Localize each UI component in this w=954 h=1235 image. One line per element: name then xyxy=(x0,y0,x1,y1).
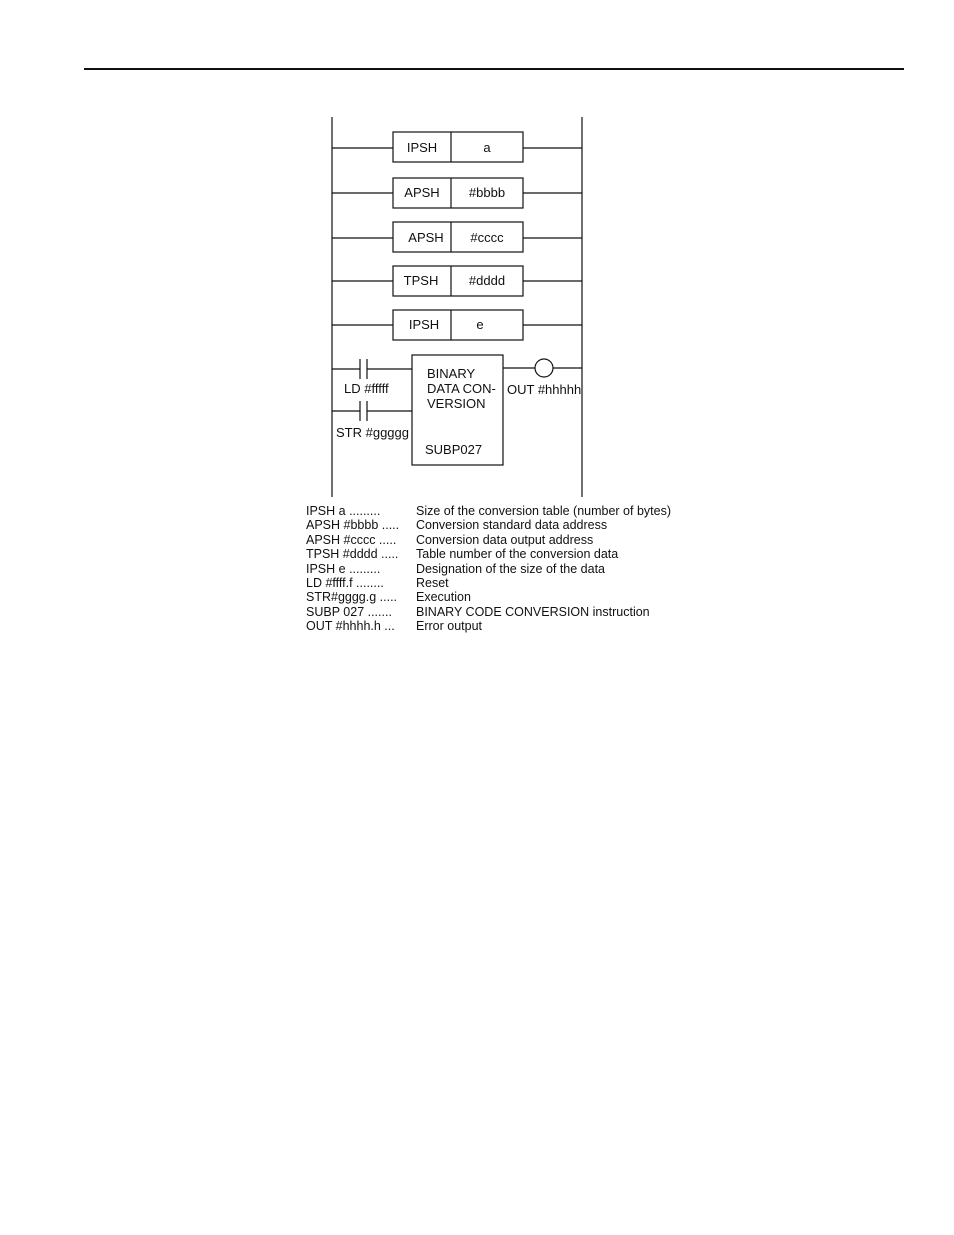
op-label-5: IPSH xyxy=(408,317,440,332)
op-label-4: TPSH xyxy=(403,273,439,288)
legend-desc: Error output xyxy=(416,619,483,634)
legend-desc: Conversion data output address xyxy=(416,532,594,547)
function-block-line-2: DATA CON- xyxy=(427,381,496,396)
legend-desc: Execution xyxy=(416,590,471,605)
function-block-line-3: VERSION xyxy=(427,396,486,411)
arg-label-1: a xyxy=(483,140,491,155)
output-label: OUT #hhhhh xyxy=(507,382,582,397)
legend-row xyxy=(306,590,706,604)
legend-row xyxy=(306,547,706,561)
legend-desc: Conversion standard data address xyxy=(416,518,608,533)
op-label-2: APSH xyxy=(404,185,440,200)
legend-desc: Reset xyxy=(416,576,449,591)
legend-desc: Size of the conversion table (number of bytes) xyxy=(416,504,671,518)
legend-desc: Table number of the conversion data xyxy=(416,547,619,562)
legend-row xyxy=(306,518,706,532)
str-contact-label: STR #ggggg xyxy=(336,425,409,440)
legend-key: STR#gggg.g ..... xyxy=(306,590,398,605)
legend-row xyxy=(306,504,706,518)
legend-key: LD #ffff.f ........ xyxy=(306,576,384,591)
arg-label-5: e xyxy=(476,317,484,332)
function-block-line-1: BINARY xyxy=(427,366,476,381)
legend-desc: BINARY CODE CONVERSION instruction xyxy=(416,604,650,619)
legend-key: SUBP 027 ....... xyxy=(306,604,392,619)
legend-row xyxy=(306,533,706,547)
op-label-1: IPSH xyxy=(406,140,438,155)
legend-row xyxy=(306,562,706,576)
legend-key: IPSH a ......... xyxy=(306,504,381,518)
arg-label-2: #bbbb xyxy=(468,185,506,200)
legend-key: APSH #bbbb ..... xyxy=(306,518,400,533)
ld-contact xyxy=(332,359,412,379)
legend-row xyxy=(306,576,706,590)
str-contact xyxy=(332,401,412,421)
legend-key: APSH #cccc ..... xyxy=(306,532,397,547)
function-block-code: SUBP027 xyxy=(425,442,483,457)
op-label-3: APSH xyxy=(408,230,444,245)
legend-key: IPSH e ......... xyxy=(306,561,381,576)
legend-key: OUT #hhhh.h ... xyxy=(306,619,395,634)
legend-row xyxy=(306,619,706,633)
legend-key: TPSH #dddd ..... xyxy=(306,547,399,562)
legend-desc: Designation of the size of the data xyxy=(416,561,606,576)
legend xyxy=(306,504,706,634)
ld-contact-label: LD #fffff xyxy=(344,381,389,396)
legend-row xyxy=(306,605,706,619)
arg-label-4: #dddd xyxy=(468,273,506,288)
arg-label-3: #cccc xyxy=(470,230,504,245)
output-coil xyxy=(535,359,553,377)
